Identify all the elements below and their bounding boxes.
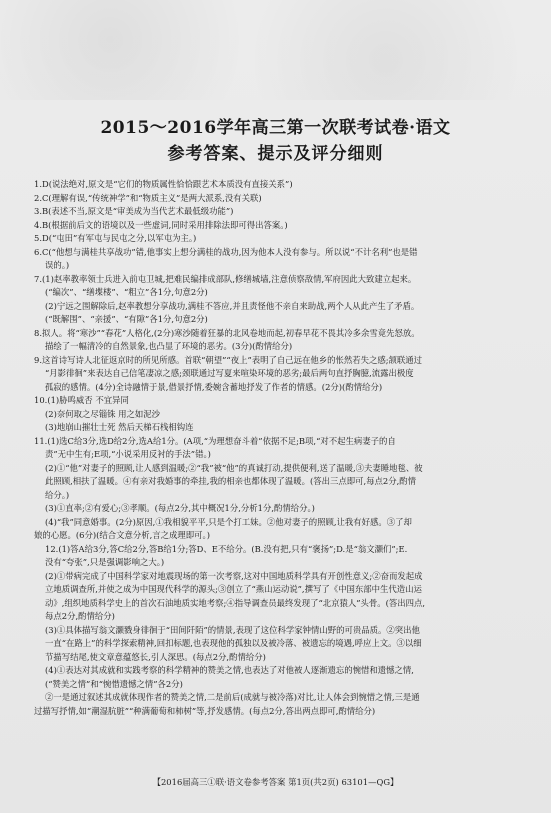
answer-line: 6.C(“他想与满桂共享战功”错,他事实上想分满桂的战功,因为他本人没有参与。所以说“不计名利”也是错	[34, 246, 418, 257]
answer-line: 误的。)	[45, 260, 70, 270]
answer-line: ②一是通过叙述其成就体现作者的赞美之情,二是前后(成就与被冷落)对比,让人体会到惋惜之情,三是通	[45, 692, 420, 702]
answer-line: 9.这首诗写诗人北征返京时的所见所感。首联“朝望”“夜上”表明了自己远在他乡的怅然若失之感;颔联通过	[34, 354, 423, 365]
page-footer: 【2016届高三①联·语文卷参考答案 第1页(共2页) 63101—QG】	[152, 777, 399, 787]
answer-line: 没有“夸张”,只是强调影响之大。)	[45, 557, 165, 567]
answer-line: 此照顾,相扶了温暖。④有亲对我婚事的牵挂,我的相亲也都体现了温暖。(答出三点即可,每点2分,酌情	[45, 476, 416, 486]
answer-line: 立地质调查所,并使之成为中国现代科学的源头;③创立了“燕山运动说”,撰写了《中国东部中生代造山运	[45, 584, 422, 594]
answer-line: 每点2分,酌情给分)	[45, 611, 115, 621]
answer-line: 3.B(表述不当,原文是“审美成为当代艺术最低级功能”)	[34, 206, 234, 216]
answer-line: 11.(1)选C给3分,选D给2分,选A给1分。(A项,“为理想奋斗着”依据不足;B项,“对不起生病妻子的自	[34, 435, 396, 446]
answer-line: (“编次”、“缮堞楼”、“粗立”各1分,句意2分)	[45, 287, 208, 297]
answer-line: (2)①带病完成了中国科学家对地震现场的第一次考察,这对中国地质科学具有开创性意义;②奋而发起成	[45, 570, 423, 581]
answer-line: (“既解围”、“亲援”、“有隙”各1分,句意2分)	[45, 314, 208, 324]
answer-line: 娘的心愿。(6分)(结合文意分析,言之成理即可。)	[34, 530, 210, 540]
answer-line: (2)①“他”对妻子的照顾,让人感到温暖;②“我”被“他”的真诚打动,提供便利,送了温暖,③夫妻睡地毯、彼	[45, 462, 423, 473]
answer-line: 10.(1)胁鸣威否 不宜异同	[34, 395, 129, 405]
answer-line: (3)①具体描写翁文灏戮身徘徊于“田间阡陌”的情景,表现了这位科学家钟情山野的可贵品质。②突出他	[45, 624, 420, 635]
answer-line: (3)地崩山摧壮士死 然后天梯石栈相钩连	[45, 422, 194, 432]
answer-line: (3)①直率;②有爱心;③孝顺。(每点2分,其中概况1分,分析1分,酌情给分。)	[45, 503, 315, 513]
answer-line: 描绘了一幅清冷的自然景象,也凸显了环境的恶劣。(3分)(酌情给分)	[45, 341, 293, 351]
answer-line: 给分。)	[45, 489, 70, 500]
answer-line: (“赞美之情”和“惋惜遗憾之情”各2分)	[45, 678, 183, 689]
answer-line: 2.C(理解有误,“传统神学”和“物质主义”是两大派系,没有关联)	[34, 192, 262, 203]
answer-line: 7.(1)赵率教率领士兵进入前屯卫城,把难民编排成部队,修缮城墙,注意侦察敌情,军府因此大致建立起来。	[34, 273, 417, 284]
answer-line: 8.拟人。将“寒沙”“春花”人格化,(2分)寒沙随着狂暴的北风卷地而起,初春早花不畏其冷多余雪竟先怒放。	[34, 327, 420, 338]
answer-line: 责”无中生有;E项,“小说采用反衬的手法”错。)	[45, 449, 211, 459]
answer-line: 节描写结尾,使文章意蕴悠长,引人深思。(每点2分,酌情给分)	[45, 651, 266, 662]
answer-body	[34, 178, 526, 718]
answer-line: 4.B(根据前后文的语境以及一些虚词,同时采用排除法即可得出答案。)	[34, 219, 288, 230]
answer-line: (2)奈何取之尽锱铢 用之如泥沙	[45, 408, 161, 419]
answer-line: 孤寂的感情。(4分)全诗融情于景,借景抒情,委婉含蓄地抒发了作者的情感。(2分)(酌情给分)	[45, 381, 383, 392]
scan-texture	[0, 0, 551, 100]
answer-line: 一直“在路上”的科学探索精神,回扣标题,也表现他的孤独以及被冷落、被遗忘的境遇,呼应上文。③以细	[45, 638, 422, 648]
answer-line: 1.D(说法绝对,原文是“它们的物质属性恰恰跟艺术本质没有直接关系”)	[34, 179, 293, 189]
answer-line: (4)①表达对其成就和实践考察的科学精神的赞美之情,也表达了对他被人逐渐遗忘的惋惜和遗憾之情,	[45, 665, 414, 675]
answer-line: 12.(1)答A给3分,答C给2分,答B给1分;答D、E不给分。(B.没有把,只有“褒扬”;D.是“翁文灏们”;E.	[45, 543, 408, 554]
answer-line: “月影徘徊”来表达自己信笔凄凉之感;颈联通过写夏来喧染环境的恶劣;最后两句直抒胸臆,流露出极度	[45, 368, 414, 378]
page-subtitle: 参考答案、提示及评分细则	[167, 144, 384, 164]
page-title: 2015～2016学年高三第一次联考试卷·语文	[100, 118, 451, 138]
answer-line: 动》,组织地质科学史上的首次石油地质实地考察;④指导调查员最终发现了“北京猿人”头骨。(答出四点,	[45, 597, 426, 608]
answer-line: 过描写抒情,如“潮湿肮脏”“种满葡萄和柿树”等,抒发感情。(每点2分,答出两点即可,酌情给分)	[34, 705, 376, 716]
answer-line: (2)宁远之围解除后,赵率教想分享战功,满桂不答应,并且责怪他不亲自来助战,两个人从此产生了矛盾。	[45, 300, 420, 311]
answer-line: 5.D(“屯田”有军屯与民屯之分,以军屯为主。)	[34, 233, 197, 243]
answer-line: (4)“我”同意婚事。(2分)原因,①我相貌平平,只是个打工妹。②他对妻子的照顾,让我有好感。③了却	[45, 516, 412, 527]
